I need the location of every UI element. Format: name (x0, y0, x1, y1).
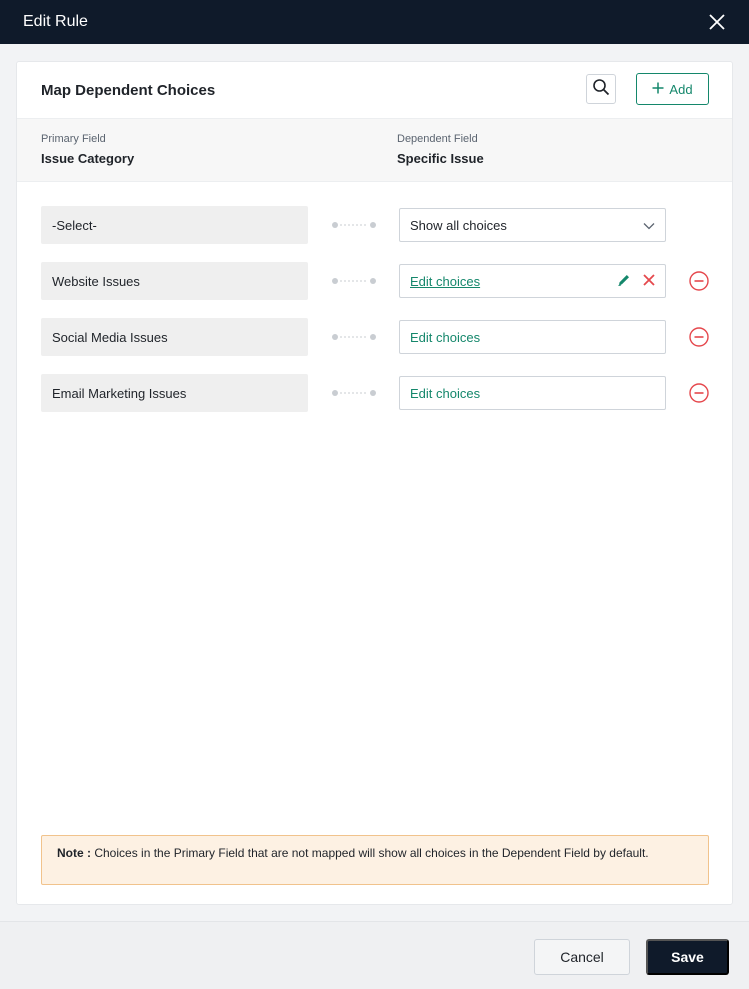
connector-icon (332, 334, 376, 340)
add-button-label: Add (669, 81, 693, 97)
note-text: Choices in the Primary Field that are not mapped will show all choices in the Dependent Field by default. (94, 846, 649, 860)
primary-field-header (41, 133, 134, 166)
search-button[interactable] (586, 74, 616, 104)
primary-field-value: Issue Category (41, 151, 135, 166)
search-icon (592, 78, 610, 101)
dependent-choices-box (399, 320, 666, 354)
connector-icon (332, 278, 376, 284)
dependent-field-value: Specific Issue (397, 151, 484, 166)
note-label: Note : (57, 846, 91, 860)
row-actions (617, 273, 655, 290)
close-icon[interactable] (707, 12, 727, 32)
remove-row-icon[interactable] (689, 271, 709, 291)
primary-choice: Social Media Issues (41, 318, 308, 356)
field-headers (17, 118, 732, 182)
edit-choices-link[interactable]: Edit choices (410, 329, 481, 345)
add-button[interactable] (636, 73, 709, 105)
edit-choices-link[interactable]: Edit choices (410, 273, 481, 289)
primary-choice: Email Marketing Issues (41, 374, 308, 412)
card-header (17, 62, 732, 118)
note-banner (41, 835, 709, 885)
dependent-field-header (397, 133, 484, 166)
remove-row-icon[interactable] (689, 383, 709, 403)
dialog-header (0, 0, 749, 44)
plus-icon (652, 82, 664, 97)
remove-row-icon[interactable] (689, 327, 709, 347)
pencil-icon[interactable] (617, 273, 631, 290)
dependent-select[interactable] (399, 208, 666, 242)
connector-icon (332, 390, 376, 396)
dependent-select-value: Show all choices (410, 217, 507, 233)
edit-choices-link[interactable]: Edit choices (410, 385, 481, 401)
mapping-row (41, 374, 711, 412)
primary-choice: Website Issues (41, 262, 308, 300)
card-title: Map Dependent Choices (41, 81, 216, 99)
clear-icon[interactable] (643, 274, 655, 289)
dependent-field-label: Dependent Field (397, 133, 478, 145)
primary-choice: -Select- (41, 206, 308, 244)
save-button[interactable]: Save (646, 939, 729, 975)
dialog-title: Edit Rule (23, 13, 88, 30)
mapping-row (41, 262, 711, 300)
mapping-card (16, 61, 733, 905)
dependent-choices-box (399, 264, 666, 298)
dialog-footer (0, 921, 749, 989)
mapping-row (41, 206, 711, 244)
connector-icon (332, 222, 376, 228)
primary-field-label: Primary Field (41, 133, 106, 145)
cancel-button[interactable]: Cancel (534, 939, 630, 975)
mapping-row (41, 318, 711, 356)
dependent-choices-box (399, 376, 666, 410)
chevron-down-icon (643, 218, 655, 233)
